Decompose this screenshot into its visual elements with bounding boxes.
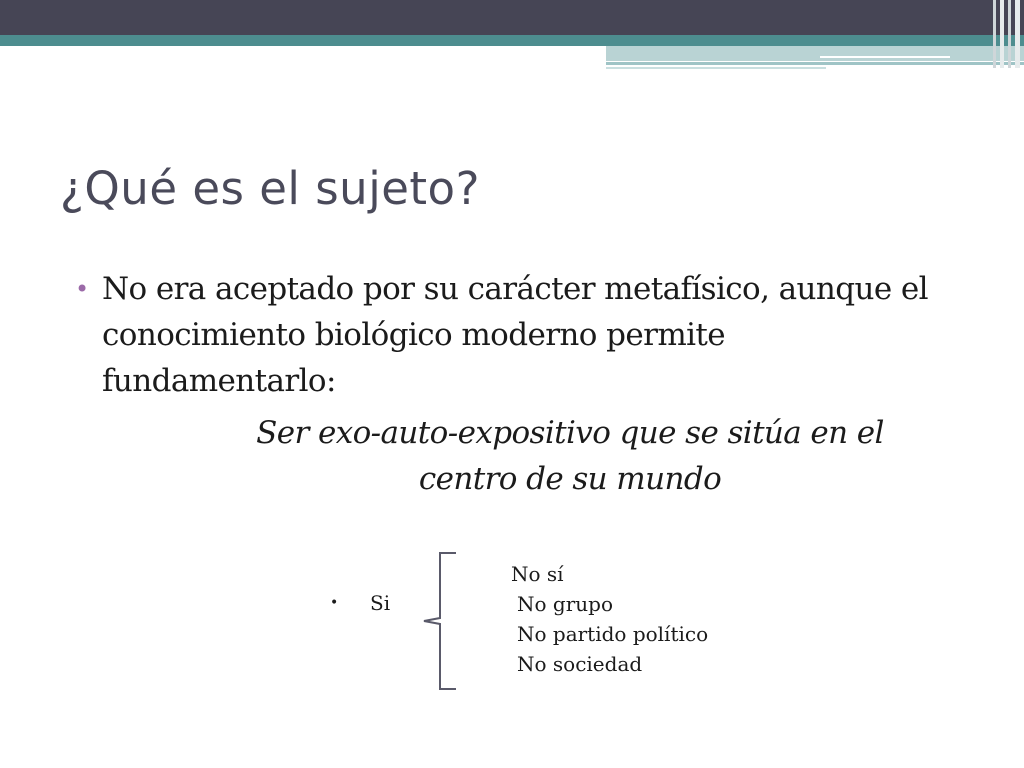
bullet-marker: • (75, 275, 90, 303)
main-bullet (75, 266, 935, 404)
header-accent-line-short (606, 67, 826, 69)
header-stripe (993, 0, 996, 68)
header-light-band (606, 46, 1024, 61)
sub-bullet-marker: • (330, 595, 339, 611)
header-accent-line (606, 62, 1024, 65)
sub-bullet-label: Si (370, 591, 391, 615)
option-item: No partido político (517, 622, 709, 646)
option-item: No grupo (517, 592, 613, 616)
header-stripe (1000, 0, 1004, 68)
quote-line-2: centro de su mundo (418, 461, 722, 497)
option-item: No sí (511, 562, 564, 586)
curly-brace-icon (420, 550, 460, 692)
header-dark-band (0, 0, 1024, 35)
header-teal-band (0, 35, 1024, 46)
bullet-text: No era aceptado por su carácter metafísico, aunque el conocimiento biológico moderno permite fundamentarlo: (102, 271, 928, 399)
definition-quote (180, 410, 960, 502)
header-stripe (1015, 0, 1020, 68)
header-white-line (820, 56, 950, 58)
header-stripe (1008, 0, 1011, 68)
slide-title: ¿Qué es el sujeto? (60, 162, 480, 215)
quote-line-1: Ser exo-auto-expositivo que se sitúa en el (256, 415, 884, 451)
option-item: No sociedad (517, 652, 643, 676)
